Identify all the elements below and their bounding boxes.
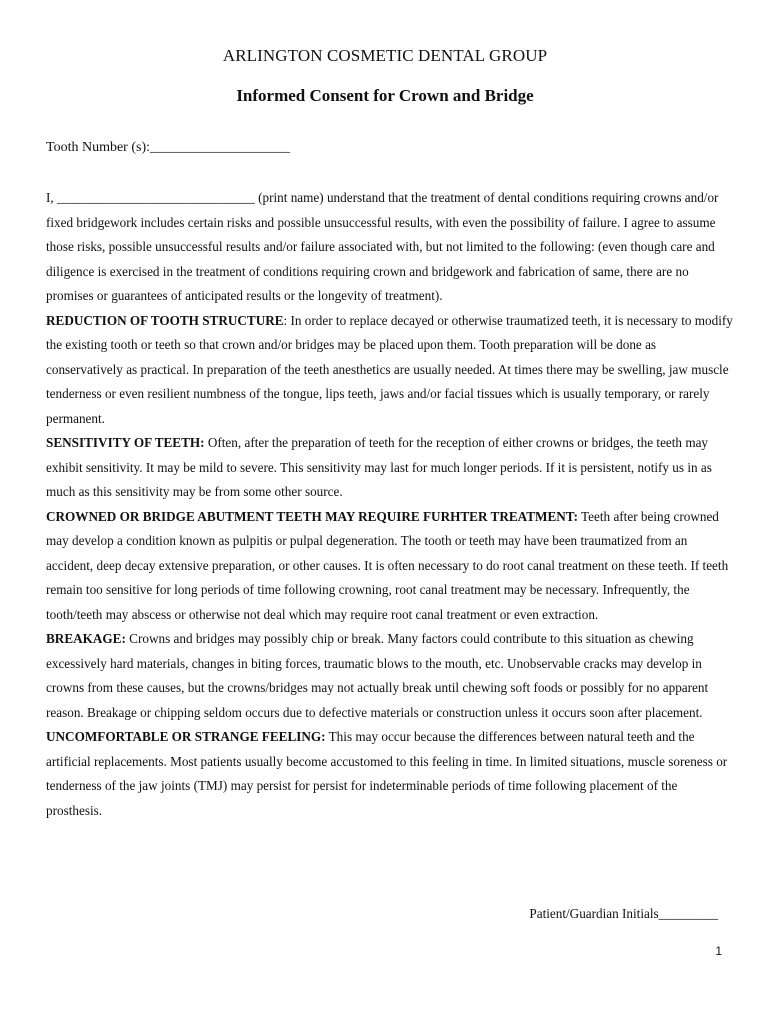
section-text: In order to replace decayed or otherwise traumatized teeth, it is necessary to modify the existing tooth or teeth so that crown and/or bridges may be placed upon them. Tooth preparation will be done as conservatively as practical. In preparation of the teeth anesthetics are usually needed. At times there may be swelling, jaw muscle tenderness or even resilient numbness of the tongue, lips teeth, jaws and/or facial tissues which is usually temporary, or rarely permanent. (46, 312, 733, 426)
initials-field (529, 906, 718, 922)
initials-label: Patient/Guardian Initials (529, 906, 659, 921)
section-text: This may occur because the differences between natural teeth and the artificial replacements. Most patients usually become accustomed to this feeling in time. In limited situations, muscle soreness or tenderness of the jaw joints (TMJ) may persist for persist for indeterminable periods of time following placement of the prosthesis. (46, 729, 728, 818)
section-strange-feeling (46, 725, 736, 823)
section-text: Crowns and bridges may possibly chip or break. Many factors could contribute to this situation as chewing excessively hard materials, changes in biting forces, traumatic blows to the mouth, etc. Unobservable cracks may develop in crowns from these causes, but the crowns/bridges may not actually break until chewing soft foods or possibly for no apparent reason. Breakage or chipping seldom occurs due to defective materials or construction unless it occurs soon after placement. (46, 631, 709, 720)
section-further-treatment (46, 505, 736, 628)
page-number: 1 (715, 944, 722, 958)
section-text: Often, after the preparation of teeth for the reception of either crowns or bridges, the teeth may exhibit sensitivity. It may be mild to severe. This sensitivity may last for much longer periods. If it is persistent, notify us in as much as this sensitivity may be from some other source. (46, 435, 712, 499)
section-heading: SENSITIVITY OF TEETH: (46, 435, 205, 450)
intro-paragraph (46, 186, 736, 309)
tooth-number-blank: ____________________ (150, 140, 291, 155)
section-heading: CROWNED OR BRIDGE ABUTMENT TEETH MAY REQUIRE FURHTER TREATMENT: (46, 508, 578, 524)
consent-body (46, 186, 736, 823)
print-name-blank: ______________________________ (57, 190, 255, 205)
initials-blank: _________ (658, 906, 718, 921)
document-title: Informed Consent for Crown and Bridge (236, 86, 534, 105)
intro-prefix: I, (46, 190, 57, 205)
tooth-number-field (46, 140, 290, 156)
intro-text: (print name) understand that the treatment of dental conditions requiring crowns and/or fixed bridgework includes certain risks and possible unsuccessful results, with even the possibility of failure. I agree to assume those risks, possible unsuccessful results and/or failure associated with, but not limited to the following: (even though care and diligence is exercised in the treatment of conditions requiring crown and bridgework and fabrication of same, there are no promises or guarantees of anticipated results or the longevity of treatment). (46, 190, 719, 303)
tooth-number-label: Tooth Number (s): (46, 140, 151, 155)
section-breakage (46, 627, 736, 725)
organization-name: ARLINGTON COSMETIC DENTAL GROUP (222, 46, 548, 65)
section-sensitivity (46, 431, 736, 505)
section-heading: UNCOMFORTABLE OR STRANGE FEELING: (46, 729, 326, 744)
section-text: Teeth after being crowned may develop a condition known as pulpitis or pulpal degeneration. The tooth or teeth may have been traumatized from an accident, deep decay extensive preparation, or other causes. It is often necessary to do root canal treatment on these teeth. If teeth remain too sensitive for long periods of time following crowning, root canal treatment may be necessary. Infrequently, the tooth/teeth may abscess or otherwise not deal which may require root canal treatment or even extraction. (46, 508, 729, 622)
section-heading: REDUCTION OF TOOTH STRUCTURE (46, 312, 284, 328)
section-reduction (46, 309, 736, 432)
section-heading: BREAKAGE: (46, 631, 126, 646)
section-separator: : (283, 312, 291, 328)
